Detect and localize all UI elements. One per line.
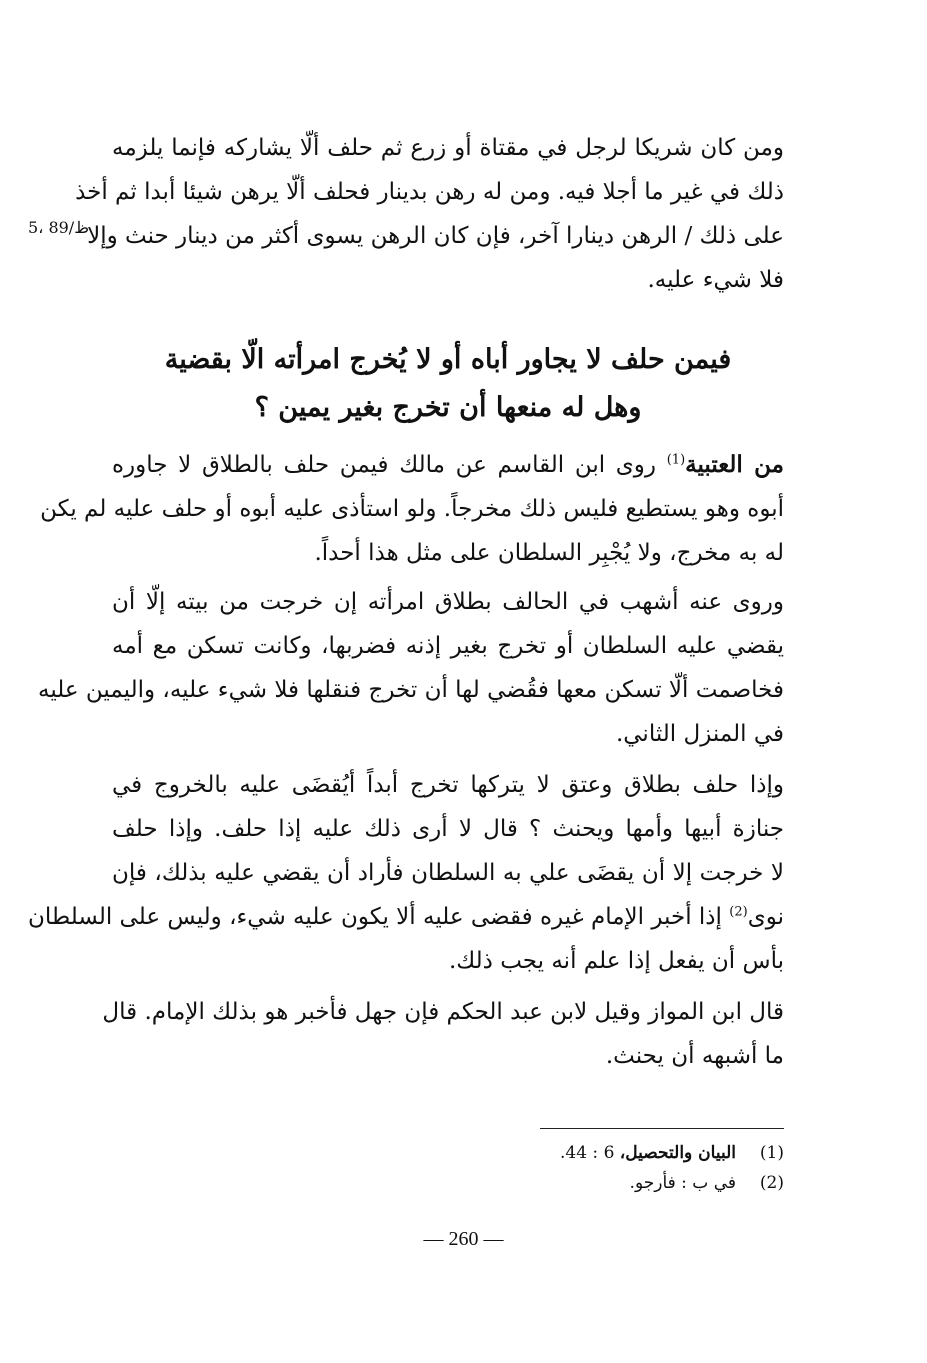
footnote-source: البيان والتحصيل، [619,1143,736,1163]
footnote-1 [400,1138,784,1168]
section-heading [112,336,784,432]
heading-line-2: وهل له منعها أن تخرج بغير يمين ؟ [254,392,642,423]
footnote-number: (2) [759,1173,784,1193]
text-line: بأس أن يفعل إذا علم أنه يجب ذلك. [448,948,784,974]
text-line: فلا شيء عليه. [647,267,784,293]
paragraph-4 [27,763,784,983]
text-line: ما أشبهه أن يحنث. [605,1043,784,1069]
text-line: فخاصمت ألّا تسكن معها فقُضي لها أن تخرج فنقلها فلا شيء عليه، واليمين عليه [38,677,784,703]
text-line: جنازة أبيها وأمها ويحنث ؟ قال لا أرى ذلك عليه إذا حلف. وإذا حلف [112,816,784,842]
page-number: — 260 — [423,1228,504,1250]
paragraph-3 [38,580,784,756]
text-line [27,895,784,939]
source-label: من العتبية [685,451,784,478]
text-line: على ذلك / الرهن دينارا آخر، فإن كان الرهن يسوى أكثر من دينار حنث وإلا [87,223,784,249]
text-line: ذلك في غير ما أجلا فيه. ومن له رهن بدينار فحلف ألّا يرهن شيئا أبدا ثم أخذ [75,179,784,205]
text-line: وإذا حلف بطلاق وعتق لا يتركها تخرج أبداً أيُقضَى عليه بالخروج في [112,772,784,798]
text-segment: روى ابن القاسم عن مالك فيمن حلف بالطلاق لا جاوره [112,452,667,478]
heading-line-1: فيمن حلف لا يجاور أباه أو لا يُخرج امرأته الّا بقضية [164,344,732,375]
footnote-text: في ب : فأرجو. [629,1173,736,1193]
text-line: أبوه وهو يستطيع فليس ذلك مخرجاً. ولو استأذى عليه أبوه أو حلف عليه لم يكن [40,496,784,522]
footnote-separator [540,1128,784,1129]
footnote-ref-1: (1) [666,452,686,468]
paragraph-5 [102,990,784,1078]
text-line: لا خرجت إلا أن يقضَى علي به السلطان فأراد أن يقضي عليه بذلك، فإن [112,860,784,886]
text-line: ومن كان شريكا لرجل في مقتاة أو زرع ثم حلف ألّا يشاركه فإنما يلزمه [112,135,784,161]
text-line: في المنزل الثاني. [615,721,784,747]
text-line [112,443,784,487]
footnote-text: 6 : 44. [559,1143,620,1163]
paragraph-1 [75,126,784,302]
footnotes [400,1138,784,1198]
text-line: يقضي عليه السلطان أو تخرج بغير إذنه فضربها، وكانت تسكن مع أمه [112,633,784,659]
text-line: وروى عنه أشهب في الحالف بطلاق امرأته إن خرجت من بيته إلّا أن [112,589,784,615]
text-segment: إذا أخبر الإمام غيره فقضى عليه ألا يكون عليه شيء، وليس على السلطان [27,904,730,930]
paragraph-2 [40,443,784,575]
text-line: له به مخرج، ولا يُجْبِر السلطان على مثل هذا أحداً. [314,540,784,566]
text-segment: نوى [747,904,784,930]
text-line: قال ابن المواز وقيل لابن عبد الحكم فإن جهل فأخبر هو بذلك الإمام. قال [102,999,784,1025]
footnote-2 [400,1168,784,1198]
margin-folio-note: ظ/89 ،5 [28,218,89,237]
footnote-number: (1) [759,1143,784,1163]
footnote-ref-2: (2) [729,904,748,920]
